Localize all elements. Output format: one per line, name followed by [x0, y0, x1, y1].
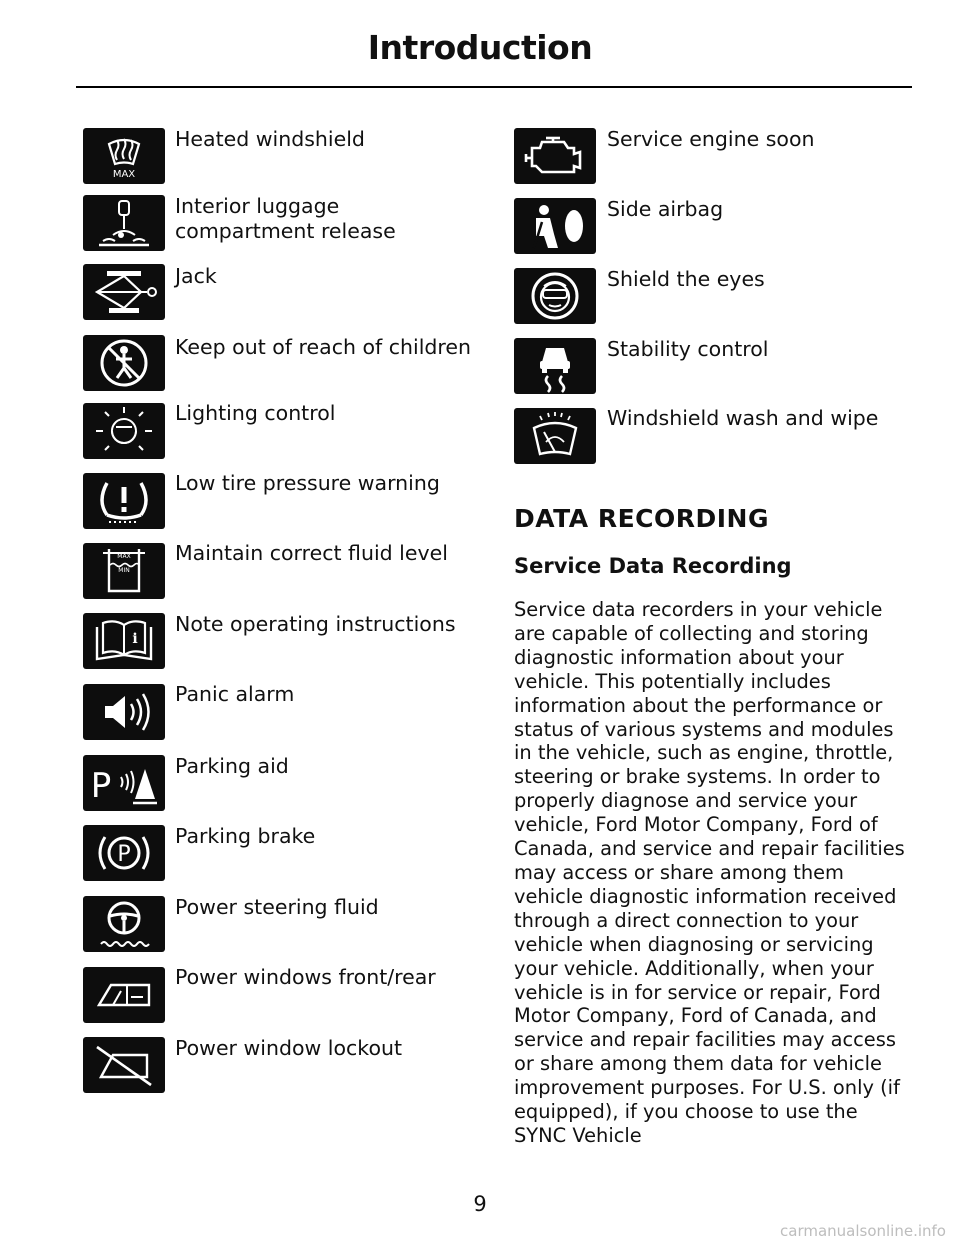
parking-p-text: P [90, 766, 112, 806]
panic-alarm-icon [83, 684, 165, 740]
keep-away-children-icon [83, 335, 165, 391]
watermark: carmanualsonline.info [780, 1222, 946, 1240]
label-fluid-level: Maintain correct fluid level [175, 541, 448, 565]
label-tire-pressure: Low tire pressure warning [175, 471, 440, 495]
label-parking-aid: Parking aid [175, 754, 289, 778]
washer-wiper-icon [514, 408, 596, 464]
label-jack: Jack [175, 264, 217, 288]
label-stability-control: Stability control [607, 337, 769, 361]
brake-p-text: P [117, 842, 131, 867]
label-keep-away-children: Keep out of reach of children [175, 335, 471, 359]
label-parking-brake: Parking brake [175, 824, 316, 848]
tire-pressure-icon [83, 473, 165, 529]
label-heated-windshield: Heated windshield [175, 127, 365, 151]
trunk-release-icon [83, 195, 165, 251]
engine-icon [514, 128, 596, 184]
label-side-airbag: Side airbag [607, 197, 724, 221]
min-mark-text: MIN [118, 567, 130, 574]
label-window-lockout: Power window lockout [175, 1036, 403, 1060]
power-steering-fluid-icon [83, 896, 165, 952]
parking-aid-icon [83, 755, 165, 811]
label-trunk-release [175, 194, 396, 244]
label-lighting-control: Lighting control [175, 401, 336, 425]
section-paragraph: Service data recorders in your vehicle are capable of collecting and storing diagnostic information about your vehicle. This potentially includes information about the performance or status of various systems and modules in the vehicle, such as engine, throttle, steering or brake systems. In order to properly diagnose and service your vehicle, Ford Motor Company, Ford of Canada, and service and repair facilities may access or share among them vehicle diagnostic information received through a direct connection to your vehicle when diagnosing or servicing your vehicle. Additionally, when your vehicle is in for service or repair, Ford Motor Company, Ford of Canada, and service and repair facilities may access or share among them data for vehicle improvement purposes. For U.S. only (if equipped), if you choose to use the SYNC Vehicle [514, 598, 905, 1147]
page-number: 9 [473, 1192, 487, 1216]
label-operating-instructions: Note operating instructions [175, 612, 456, 636]
heated-windshield-icon [83, 128, 165, 184]
section-subheading: Service Data Recording [514, 554, 792, 578]
shield-eyes-icon [514, 268, 596, 324]
window-lockout-icon [83, 1037, 165, 1093]
lighting-control-icon [83, 403, 165, 459]
section-heading: DATA RECORDING [514, 504, 769, 533]
label-washer-wiper: Windshield wash and wipe [607, 406, 879, 430]
fluid-level-icon [83, 543, 165, 599]
header-rule [76, 86, 912, 88]
power-windows-icon [83, 967, 165, 1023]
max-text: MAX [112, 169, 136, 180]
label-power-windows: Power windows front/rear [175, 965, 436, 989]
label-power-steering-fluid: Power steering fluid [175, 895, 379, 919]
label-panic-alarm: Panic alarm [175, 682, 295, 706]
info-i-text: i [132, 631, 138, 647]
max-mark-text: MAX [117, 553, 131, 560]
parking-brake-icon [83, 825, 165, 881]
page-title: Introduction [367, 28, 593, 67]
label-service-engine: Service engine soon [607, 127, 815, 151]
jack-icon [83, 264, 165, 320]
operating-instructions-icon [83, 613, 165, 669]
stability-control-icon [514, 338, 596, 394]
label-trunk-release-text: Interior luggage compartment release [175, 194, 396, 243]
side-airbag-icon [514, 198, 596, 254]
label-shield-eyes: Shield the eyes [607, 267, 765, 291]
